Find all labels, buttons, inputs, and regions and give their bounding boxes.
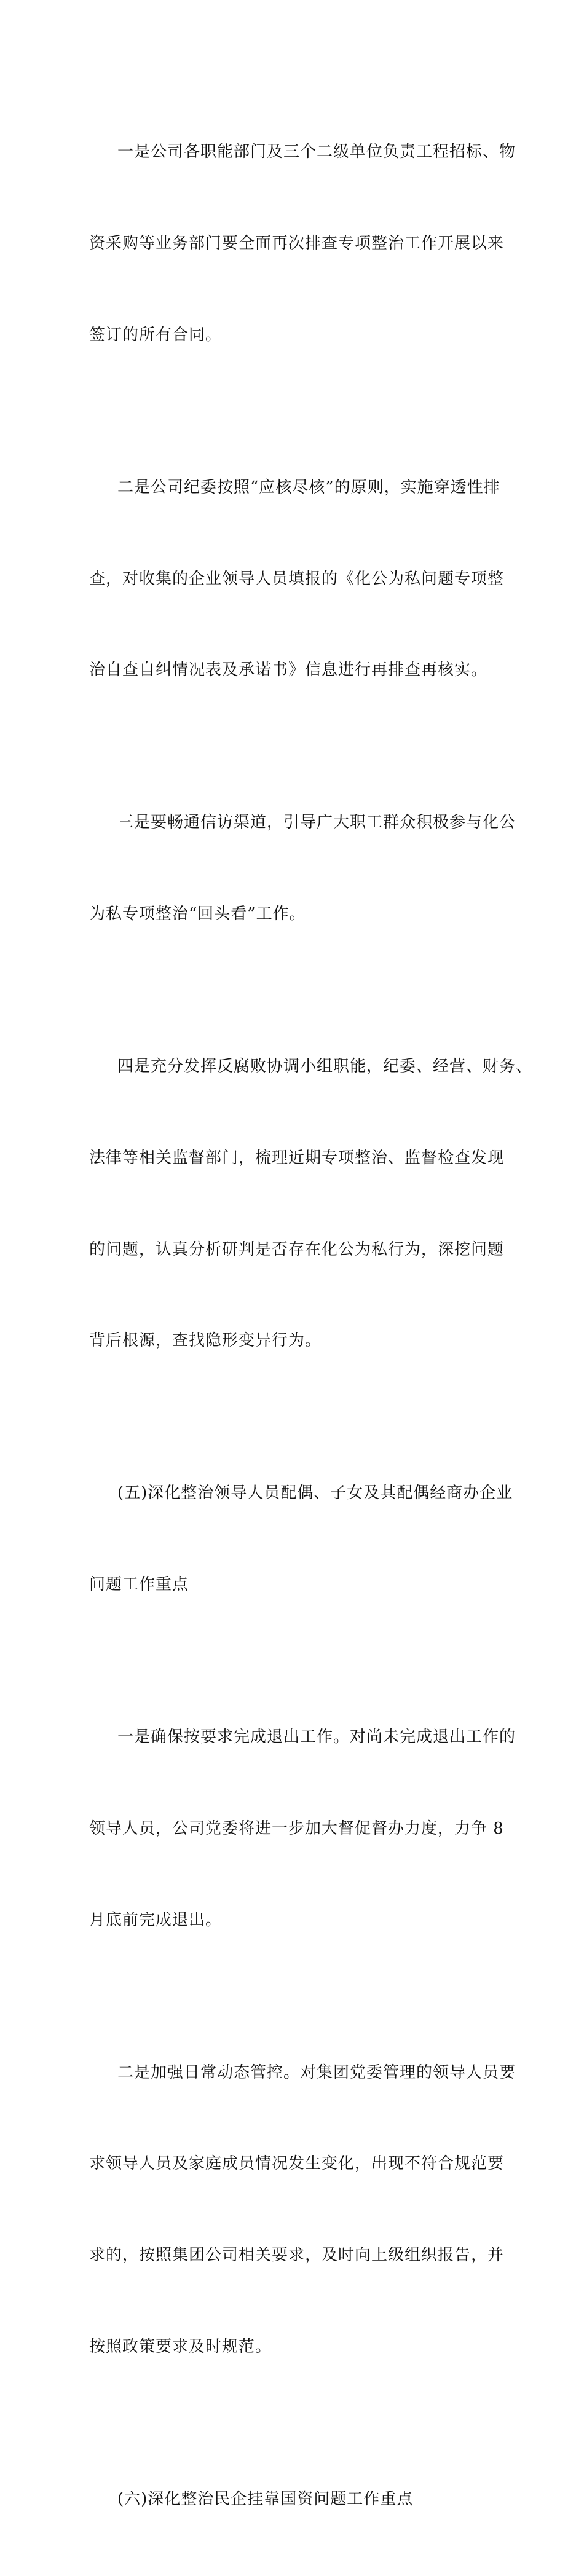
text-line: 查，对收集的企业领导人员填报的《化公为私问题专项整 xyxy=(89,569,505,588)
text-line: (五)深化整治领导人员配偶、子女及其配偶经商办企业 xyxy=(117,1484,513,1503)
text-line: 的问题，认真分析研判是否存在化公为私行为，深挖问题 xyxy=(89,1240,505,1259)
text-line: 法律等相关监督部门，梳理近期专项整治、监督检查发现 xyxy=(89,1148,505,1167)
text-line: 治自查自纠情况表及承诺书》信息进行再排查再核实。 xyxy=(89,661,488,680)
paragraph-2 xyxy=(89,412,507,747)
text-line: 资采购等业务部门要全面再次排查专项整治工作开展以来 xyxy=(89,234,505,253)
text-line: 领导人员，公司党委将进一步加大督促督办力度，力争 8 xyxy=(89,1819,504,1838)
paragraph-7 xyxy=(89,1996,516,2423)
text-line: (六)深化整治民企挂靠国资问题工作重点 xyxy=(117,2489,414,2508)
text-line: 求的，按照集团公司相关要求，及时向上级组织报告，并 xyxy=(89,2246,505,2265)
paragraph-1 xyxy=(89,76,516,412)
section-heading-5 xyxy=(89,1417,513,1661)
text-line: 四是充分发挥反腐败协调小组职能，纪委、经营、财务、 xyxy=(117,1057,533,1076)
paragraph-3 xyxy=(89,747,516,991)
text-line: 签订的所有合同。 xyxy=(89,325,223,344)
text-line: 为私专项整治“回头看”工作。 xyxy=(89,905,306,924)
text-line: 三是要畅通信访渠道，引导广大职工群众积极参与化公 xyxy=(117,813,516,832)
text-line: 二是公司纪委按照“应核尽核”的原则，实施穿透性排 xyxy=(117,478,500,497)
document-body xyxy=(89,76,533,2576)
text-line: 问题工作重点 xyxy=(89,1575,189,1594)
text-line: 二是加强日常动态管控。对集团党委管理的领导人员要 xyxy=(117,2063,516,2082)
text-line: 求领导人员及家庭成员情况发生变化，出现不符合规范要 xyxy=(89,2154,505,2173)
paragraph-6 xyxy=(89,1661,516,1997)
text-line: 一是公司各职能部门及三个二级单位负责工程招标、物 xyxy=(117,143,516,162)
text-line: 一是确保按要求完成退出工作。对尚未完成退出工作的 xyxy=(117,1728,516,1747)
text-line: 按照政策要求及时规范。 xyxy=(89,2337,272,2356)
section-heading-6 xyxy=(89,2424,507,2576)
text-line: 月底前完成退出。 xyxy=(89,1910,223,1929)
text-line: 背后根源，查找隐形变异行为。 xyxy=(89,1331,322,1350)
paragraph-4 xyxy=(89,991,533,1417)
